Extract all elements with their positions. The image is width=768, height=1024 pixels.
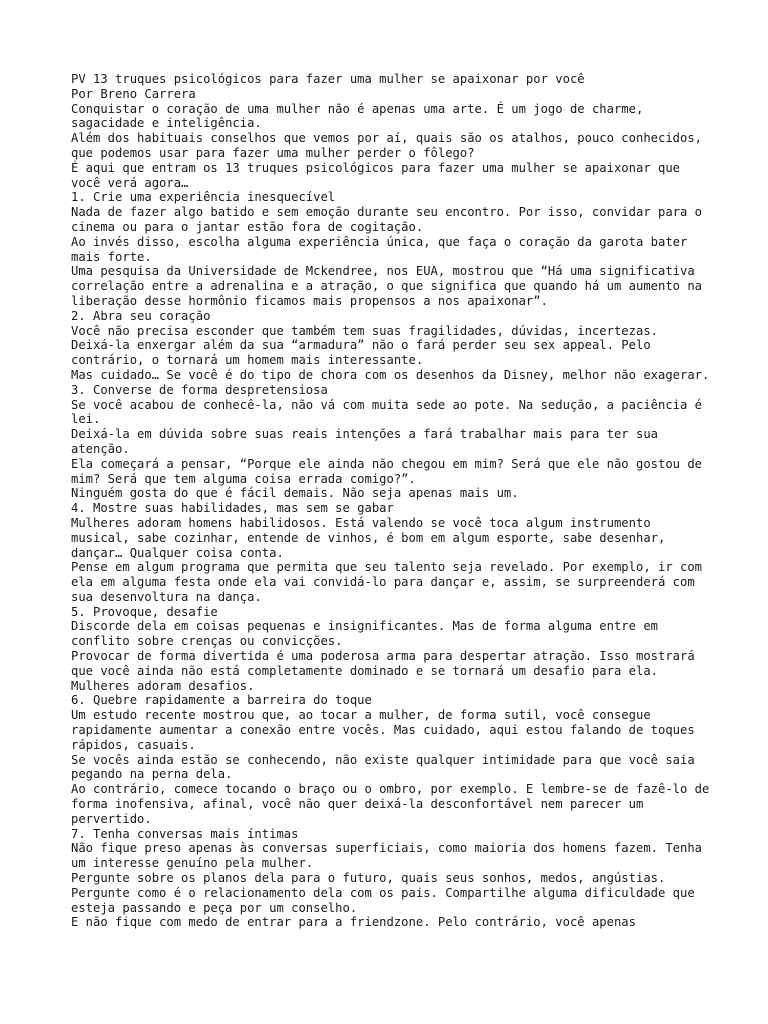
document-author: Por Breno Carrera [71,86,196,101]
document-title: PV 13 truques psicológicos para fazer uma mulher se apaixonar por você [71,72,585,86]
section-heading: 2. Abra seu coração [71,308,211,323]
paragraph: É aqui que entram os 13 truques psicológicos para fazer uma mulher se apaixonar que você verá agora… [71,160,681,190]
paragraph: Deixá-la em dúvida sobre suas reais intenções a fará trabalhar mais para ter sua atenção. [71,427,658,456]
section-heading: 5. Provoque, desafie [71,604,218,619]
paragraph: Ao contrário, comece tocando o braço ou o ombro, por exemplo. E lembre-se de fazê-lo de forma inofensiva, afinal, você não quer deixá-la desconfortável nem parecer um pervertido. [71,782,710,826]
paragraph: Pergunte como é o relacionamento dela com os pais. Compartilhe alguma dificuldade que esteja passando e peça por um conselho. [71,885,695,915]
paragraph: Além dos habituais conselhos que vemos por aí, quais são os atalhos, pouco conhecidos, que podemos usar para fazer uma mulher perder o fôlego? [71,131,703,160]
paragraph: Mas cuidado… Se você é do tipo de chora com os desenhos da Disney, melhor não exagerar. [71,367,710,382]
paragraph: Deixá-la enxergar além da sua “armadura” não o fará perder seu sex appeal. Pelo contrário, o tornará um homem mais interessante. [71,338,651,368]
section-heading: 1. Crie uma experiência inesquecível [71,190,336,205]
paragraph: Conquistar o coração de uma mulher não é apenas uma arte. É um jogo de charme, sagacidade e inteligência. [71,101,644,131]
paragraph: Pergunte sobre os planos dela para o futuro, quais seus sonhos, medos, angústias. [71,871,666,886]
paragraph: Se você acabou de conhecê-la, não vá com muita sede ao pote. Na sedução, a paciência é lei. [71,397,703,427]
section-heading: 7. Tenha conversas mais íntimas [71,826,299,841]
paragraph: Ela começará a pensar, “Porque ele ainda não chegou em mim? Será que ele não gostou de mim? Será que tem alguma coisa errada comigo?”. [71,456,703,486]
document-body [71,102,711,931]
section-heading: 3. Converse de forma despretensiosa [71,382,328,397]
paragraph: Se vocês ainda estão se conhecendo, não existe qualquer intimidade para que você saia pegando na perna dela. [71,752,695,782]
paragraph: E não fique com medo de entrar para a friendzone. Pelo contrário, você apenas [71,915,636,930]
paragraph: Mulheres adoram homens habilidosos. Está valendo se você toca algum instrumento musical, sabe cozinhar, entende de vinhos, é bom em algum esporte, sabe desenhar, dançar… Qualquer coisa conta. [71,515,666,560]
paragraph: Ao invés disso, escolha alguma experiência única, que faça o coração da garota bater mais forte. [71,234,688,264]
paragraph: Provocar de forma divertida é uma poderosa arma para despertar atração. Isso mostrará que você ainda não está completamente dominado e se tornará um desafio para ela. Mulheres adoram desafios. [71,649,695,693]
paragraph: Pense em algum programa que permita que seu talento seja revelado. Por exemplo, ir com ela em alguma festa onde ela vai convidá-lo para dançar e, assim, se surpreenderá com sua desenvoltura na dança. [71,560,703,604]
section-heading: 4. Mostre suas habilidades, mas sem se gabar [71,501,394,516]
section-heading: 6. Quebre rapidamente a barreira do toque [71,693,372,708]
document-page [71,72,711,930]
paragraph: Ninguém gosta do que é fácil demais. Não seja apenas mais um. [71,486,519,501]
paragraph: Não fique preso apenas às conversas superficiais, como maioria dos homens fazem. Tenha um interesse genuíno pela mulher. [71,841,703,871]
paragraph: Uma pesquisa da Universidade de Mckendree, nos EUA, mostrou que “Há uma significativa correlação entre a adrenalina e a atração, o que significa que quando há um aumento na liberação desse hormônio ficamos mais propensos a nos apaixonar”. [71,264,703,308]
paragraph: Você não precisa esconder que também tem suas fragilidades, dúvidas, incertezas. [71,323,658,338]
paragraph: Discorde dela em coisas pequenas e insignificantes. Mas de forma alguma entre em conflito sobre crenças ou convicções. [71,619,658,649]
paragraph: Um estudo recente mostrou que, ao tocar a mulher, de forma sutil, você consegue rapidamente aumentar a conexão entre vocês. Mas cuidado, aqui estou falando de toques rápidos, casuais. [71,708,695,752]
paragraph: Nada de fazer algo batido e sem emoção durante seu encontro. Por isso, convidar para o cinema ou para o jantar estão fora de cogitação. [71,205,703,234]
